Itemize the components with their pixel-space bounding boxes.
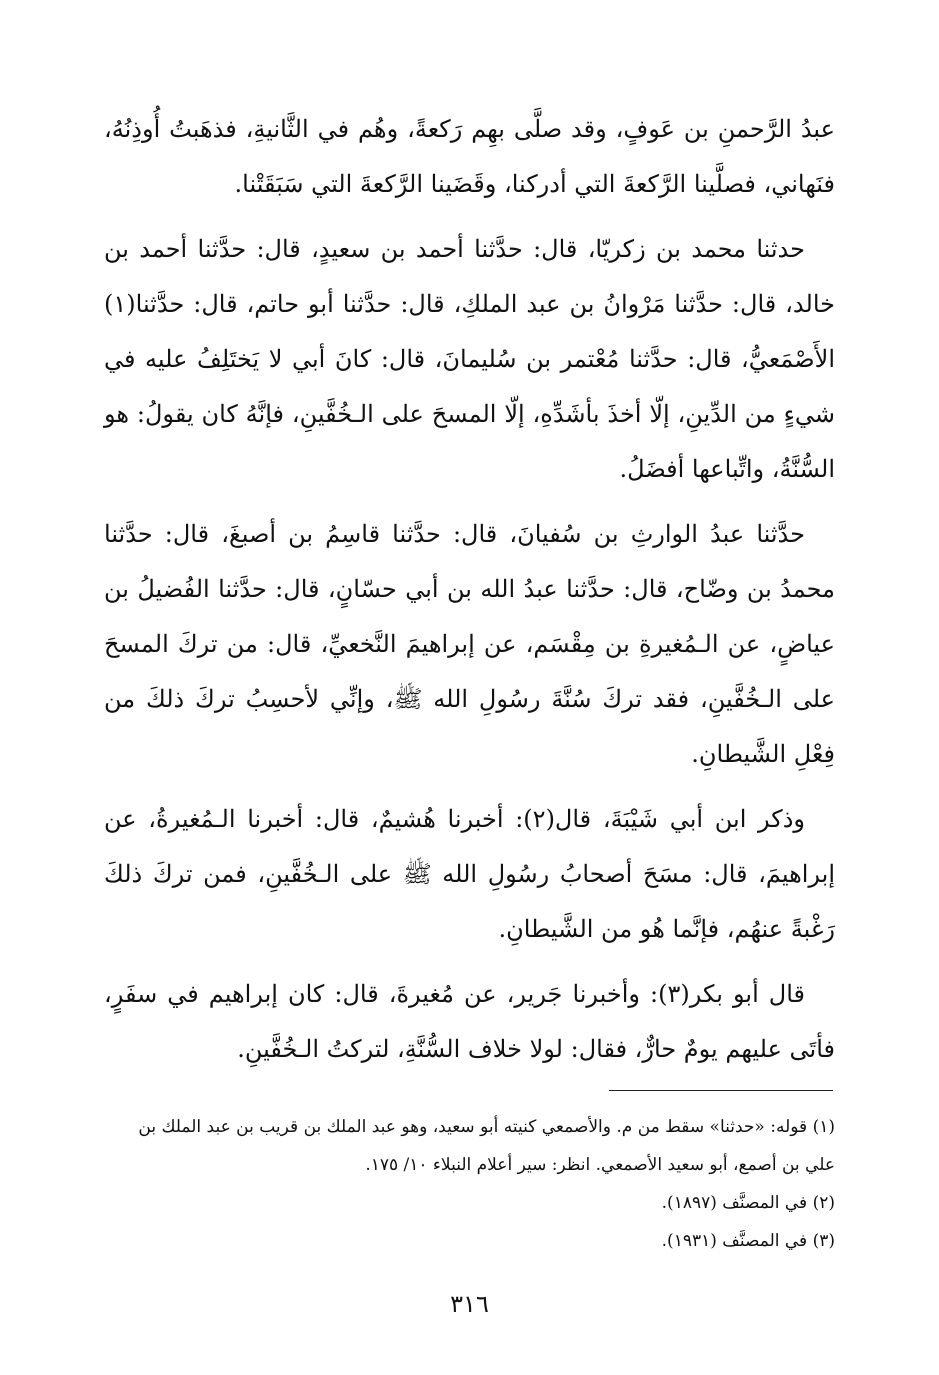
- footnote-separator: [609, 1090, 833, 1091]
- main-text: [104, 102, 835, 1087]
- paragraph: عبدُ الرَّحمنِ بن عَوفٍ، وقد صلَّى بهِم رَكعةً، وهُم في الثَّانيةِ، فذهَبتُ أُوذِنُهُ، فنَهاني، فصلَّينا الرَّكعةَ التي أدركنا، وقَضَينا الرَّكعةَ التي سَبَقَتْنا.: [104, 115, 835, 198]
- footnote: (٢) في المصنَّف (١٨٩٧).: [661, 1193, 835, 1213]
- paragraph: حدثنا محمد بن زكريّا، قال: حدَّثنا أحمد بن سعيدٍ، قال: حدَّثنا أحمد بن خالد، قال: حدَّثنا مَرْوانُ بن عبد الملكِ، قال: حدَّثنا أبو حاتم، قال: حدَّثنا(١) الأَصْمَعيُّ، قال: حدَّثنا مُعْتمر بن سُليمانَ، قال: كانَ أبي لا يَختَلِفُ عليه في شيءٍ من الدِّينِ، إلّا أخذَ بأشَدِّهِ، إلّا المسحَ على الـخُفَّينِ، فإنَّهُ كان يقولُ: هو السُّنَّةُ، واتِّباعها أفضَلُ.: [104, 235, 835, 483]
- paragraph: حدَّثنا عبدُ الوارثِ بن سُفيانَ، قال: حدَّثنا قاسِمُ بن أصبغَ، قال: حدَّثنا محمدُ بن وضّاح، قال: حدَّثنا عبدُ الله بن أبي حسّانٍ، قال: حدَّثنا الفُضيلُ بن عياضٍ، عن الـمُغيرةِ بن مِقْسَم، عن إبراهيمَ النَّخعيِّ، قال: من تركَ المسحَ على الـخُفَّينِ، فقد تركَ سُنَّةَ رسُولِ الله ﷺ، وإنِّي لأحسِبُ تركَ ذلكَ من فِعْلِ الشَّيطانِ.: [104, 520, 835, 768]
- page-number: ٣١٦: [450, 1290, 489, 1318]
- footnotes: [104, 1108, 835, 1260]
- footnote: (٣) في المصنَّف (١٩٣١).: [661, 1231, 835, 1251]
- footnote: (١) قوله: «حدثنا» سقط من م. والأصمعي كنيته أبو سعيد، وهو عبد الملك بن قريب بن عبد الملك بن علي بن أصمع، أبو سعيد الأصمعي. انظر: سير أعلام النبلاء ١٠/ ١٧٥.: [138, 1117, 835, 1175]
- paragraph: وذكر ابن أبي شَيْبَةَ، قال(٢): أخبرنا هُشيمٌ، قال: أخبرنا الـمُغيرةُ، عن إبراهيمَ، قال: مسَحَ أصحابُ رسُولِ الله ﷺ على الـخُفَّينِ، فمن تركَ ذلكَ رَغْبةً عنهُم، فإنَّما هُو من الشَّيطانِ.: [104, 805, 835, 943]
- paragraph: قال أبو بكر(٣): وأخبرنا جَرير، عن مُغيرةَ، قال: كان إبراهيم في سفَرٍ، فأتَى عليهم يومٌ حارٌّ، فقال: لولا خلاف السُّنَّةِ، لتركتُ الـخُفَّينِ.: [104, 980, 835, 1063]
